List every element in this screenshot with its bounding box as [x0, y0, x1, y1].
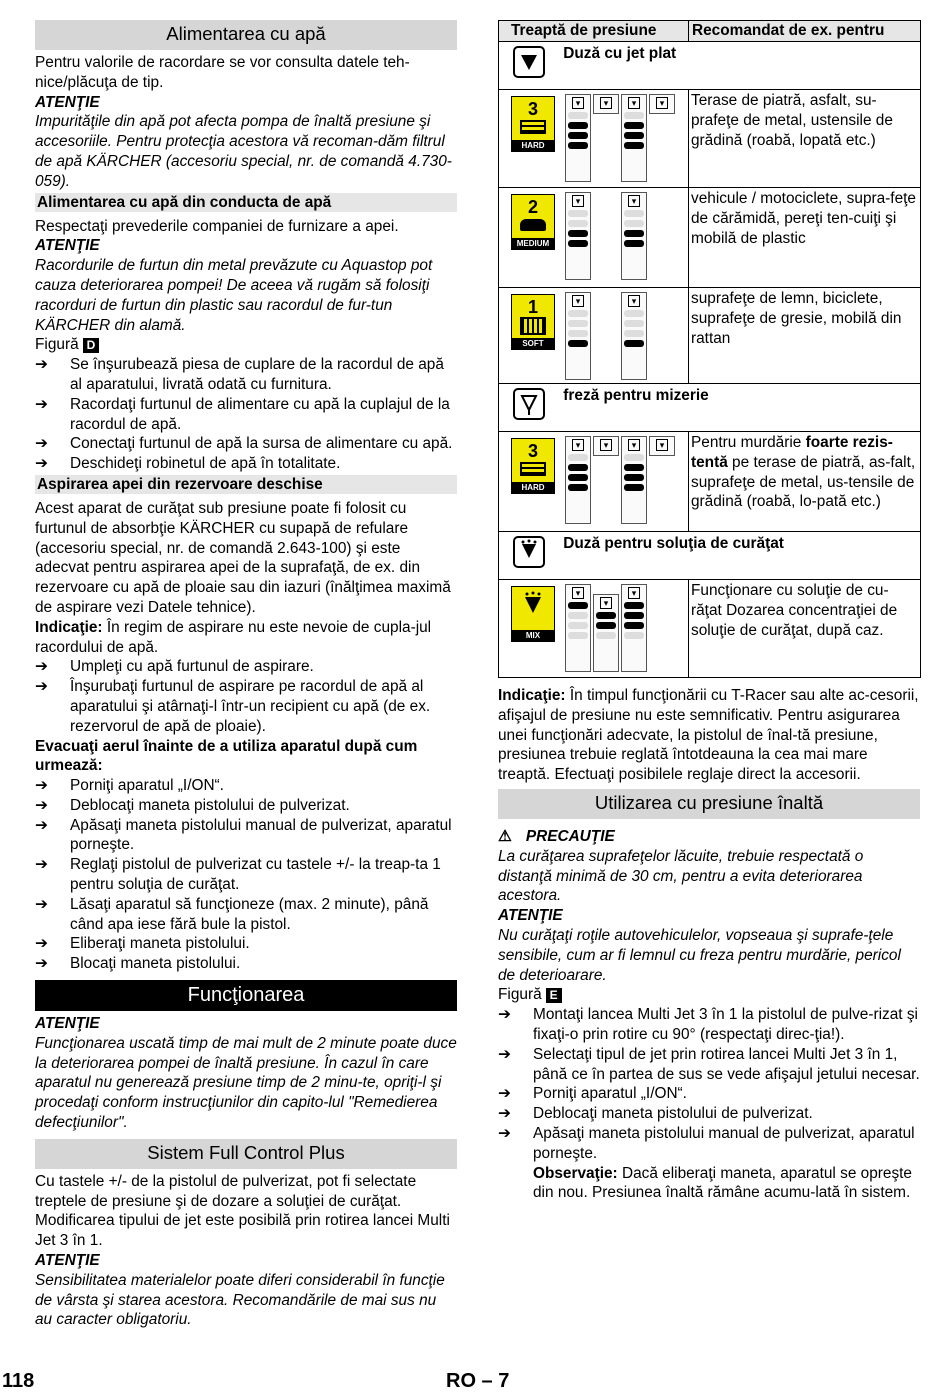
- heading-high-pressure: Utilizarea cu presiune înaltă: [498, 789, 920, 819]
- table-row: [499, 432, 921, 532]
- step-list: [35, 776, 457, 974]
- recommend-text: Pentru murdărie foarte rezis-tentă pe terase de piatră, as-falt, suprafeţe de metal, us-tensile de grădină (roabă, lo-pată etc.): [689, 432, 921, 532]
- table-row: [499, 188, 921, 288]
- recommend-text: Terase de piatră, asfalt, su-prafeţe de metal, ustensile de grădină (roabă, lopată etc.): [689, 90, 921, 188]
- recommend-text: suprafeţe de lemn, biciclete, suprafeţe de gresie, mobilă din rattan: [689, 288, 921, 384]
- list-item: ➔ Apăsaţi maneta pistolului manual de pulverizat, aparatul porneşte.: [498, 1124, 915, 1162]
- pressure-medium-icon: 2 MEDIUM: [511, 194, 555, 250]
- display-icon: ▾: [565, 584, 591, 672]
- table-row: [499, 384, 921, 432]
- arrow-icon: ➔: [498, 1045, 511, 1063]
- table-header-row: [499, 21, 921, 42]
- warning-text: Funcţionarea uscată timp de mai mult de 2 minute poate duce la deteriorarea pompei de înaltă presiune. În cazul în care aparatul nu generează presiune timp de 2 minu-te, opriţi-l şi procedaţi conform instrucţiunilor din capito-lul "Remedierea defecţiunilor".: [35, 1034, 457, 1132]
- section-code: RO – 7: [446, 1370, 510, 1392]
- heading-full-control: Sistem Full Control Plus: [35, 1139, 457, 1169]
- arrow-icon: ➔: [35, 356, 48, 374]
- paragraph: Acest aparat de curăţat sub presiune poate fi folosit cu furtunul de absorbţie KÄRCHER cu supapă de refulare (accesoriu special, nr. de comandă 2.643-100) şi este adecvat pentru aspirarea apei de la suprafaţă, de ex. din rezervoare cu apă de ploaie sau din iazuri (înălţimea maximă de aspirare vezi Datele tehnice).: [35, 499, 451, 616]
- display-icon: ▾: [593, 594, 619, 672]
- list-item: ➔ Selectaţi tipul de jet prin rotirea lancei Multi Jet 3 în 1, până ce în partea de sus se vede afişajul jetului necesar.: [498, 1045, 920, 1083]
- list-item: ➔ Deschideţi robinetul de apă în totalitate.: [35, 455, 341, 473]
- detergent-mix-icon: MIX: [511, 586, 555, 642]
- list-item: ➔ Înşurubaţi furtunul de aspirare pe racordul de apă al aparatului şi atârnaţi-l într-un recipient cu apă (de ex. rezervorul de apă de ploaie).: [35, 678, 431, 735]
- pressure-table: [498, 20, 921, 678]
- arrow-icon: ➔: [498, 1006, 511, 1024]
- table-row: [499, 580, 921, 678]
- pressure-soft-icon: 1 SOFT: [511, 294, 555, 350]
- recommend-text: vehicule / motociclete, supra-feţe de cărămidă, pereţi ten-cuiţi şi mobilă de plastic: [689, 188, 921, 288]
- figure-label: Figură: [498, 986, 542, 1004]
- arrow-icon: ➔: [35, 856, 48, 874]
- display-icon: ▾: [621, 94, 647, 182]
- arrow-icon: ➔: [35, 816, 48, 834]
- arrow-icon: ➔: [35, 935, 48, 953]
- step-list: [35, 355, 457, 474]
- warning-label: ATENŢIE: [35, 93, 100, 111]
- warning-triangle-icon: ⚠: [498, 827, 512, 845]
- observation: Observaţie: Dacă eliberaţi maneta, aparatul se opreşte din nou. Presiunea înaltă rămâne acumu-lată în sistem.: [533, 1164, 912, 1202]
- note: Indicaţie: În regim de aspirare nu este nevoie de cupla-jul racordului de apă.: [35, 618, 432, 656]
- paragraph: Cu tastele +/- de la pistolul de pulverizat, pot fi selectate treptele de presiune şi de dozare a soluţiei de curăţat. Modificarea tipului de jet este posibilă prin rotirea lancei Multi Jet 3 în 1.: [35, 1172, 450, 1250]
- figure-letter-badge: D: [83, 338, 100, 353]
- flat-jet-label: Duză cu jet plat: [563, 45, 677, 62]
- list-item: ➔ Se înşurubează piesa de cuplare de la racordul de apă al aparatului, livrată odată cu furnitura.: [35, 356, 444, 393]
- arrow-icon: ➔: [35, 435, 48, 453]
- list-item: ➔ Apăsaţi maneta pistolului manual de pulverizat, aparatul porneşte.: [35, 816, 452, 854]
- detergent-nozzle-icon: [513, 536, 545, 574]
- bleed-heading: Evacuaţi aerul înainte de a utiliza aparatul după cum urmează:: [35, 737, 418, 775]
- display-icon: ▾: [649, 94, 675, 114]
- warning-text: Impurităţile din apă pot afecta pompa de înaltă presiune şi accesoriile. Pentru protecţia acestora vă recoman-dăm filtrul de apă KÄRCHER (accesoriu special, nr. de comandă 4.730-059).: [35, 113, 452, 190]
- display-icon: ▾: [565, 436, 591, 524]
- list-item: ➔ Conectaţi furtunul de apă la sursa de alimentare cu apă.: [35, 435, 453, 453]
- detergent-label: Duză pentru soluţia de curăţat: [563, 535, 784, 552]
- display-icon: ▾: [621, 584, 647, 672]
- table-row: [499, 90, 921, 188]
- display-icon: ▾: [565, 292, 591, 380]
- list-item: ➔ Deblocaţi maneta pistolului de pulverizat.: [35, 796, 350, 814]
- step-list: [35, 657, 457, 736]
- step-list: [498, 1005, 920, 1203]
- warning-label: ATENŢIE: [35, 237, 100, 255]
- subheading-open-tanks: Aspirarea apei din rezervoare deschise: [35, 475, 457, 494]
- list-item: ➔ Deblocaţi maneta pistolului de pulverizat.: [498, 1105, 813, 1123]
- arrow-icon: ➔: [35, 455, 48, 473]
- list-item: ➔ Eliberaţi maneta pistolului.: [35, 935, 250, 953]
- table-row: [499, 288, 921, 384]
- list-item: ➔ Porniţi aparatul „I/ON“.: [498, 1085, 687, 1103]
- warning-label: ATENŢIE: [35, 1015, 100, 1033]
- display-icon: ▾: [593, 94, 619, 114]
- arrow-icon: ➔: [35, 395, 48, 413]
- arrow-icon: ➔: [35, 678, 48, 696]
- list-item: ➔ Reglaţi pistolul de pulverizat cu tastele +/- la treap-ta 1 pentru soluţia de curăţat.: [35, 856, 441, 894]
- arrow-icon: ➔: [498, 1085, 511, 1103]
- warning-text: Nu curăţaţi roţile autovehiculelor, vopseaua şi suprafe-ţele sensibile, cum ar fi lemnul cu freza pentru murdărie, pericol de deterioarare.: [498, 926, 901, 984]
- col-header-recommended: Recomandat de ex. pentru: [689, 21, 921, 42]
- arrow-icon: ➔: [35, 658, 48, 676]
- figure-ref: [498, 985, 920, 1005]
- heading-operation: Funcţionarea: [35, 980, 457, 1011]
- arrow-icon: ➔: [35, 777, 48, 795]
- paragraph: Respectaţi prevederile companiei de furnizare a apei.: [35, 217, 399, 235]
- warning-label: ATENŢIE: [498, 907, 563, 925]
- note: Indicaţie: În timpul funcţionării cu T-Racer sau alte ac-cesorii, afişajul de presiune nu este semnificativ. Pentru asigurarea unei funcţionări adecvate, la pistolul de înal-tă presiune, presiunea trebuie reglată întotdeauna la cea mai mare treaptă. Efectuaţi posibilele reglaje direct la accesorii.: [498, 687, 919, 784]
- caution-label: ⚠ PRECAUŢIE: [498, 827, 615, 845]
- flat-jet-nozzle-icon: [513, 46, 545, 84]
- warning-text: Racordurile de furtun din metal prevăzute cu Aquastop pot cauza deteriorarea pompei! De aceea vă rugăm să folosiţi racorduri de furtun din plastic sau racordul de fur-tun KÄRCHER din alamă.: [35, 257, 433, 334]
- display-icon: ▾: [621, 192, 647, 280]
- list-item: ➔ Porniţi aparatul „I/ON“.: [35, 777, 224, 795]
- page-number: 118: [2, 1370, 35, 1392]
- heading-water-supply: Alimentarea cu apă: [35, 20, 457, 50]
- figure-letter-badge: E: [546, 988, 562, 1003]
- col-header-pressure: Treaptă de presiune: [499, 21, 689, 42]
- pressure-hard-icon: 3 HARD: [511, 96, 555, 152]
- pressure-hard-icon: 3 HARD: [511, 438, 555, 494]
- arrow-icon: ➔: [498, 1124, 511, 1142]
- caution-text: La curăţarea suprafeţelor lăcuite, trebuie respectată o distanţă minimă de 30 cm, pentru a evita deteriorarea acestora.: [498, 847, 864, 905]
- recommend-text: Funcţionare cu soluţie de cu-răţat Dozarea concentraţiei de soluţie de curăţat, după caz.: [689, 580, 921, 678]
- arrow-icon: ➔: [35, 895, 48, 913]
- figure-label: Figură: [35, 336, 79, 354]
- warning-label: ATENŢIE: [35, 1252, 100, 1270]
- list-item: ➔ Montaţi lancea Multi Jet 3 în 1 la pistolul de pulve-rizat şi fixaţi-o prin rotire cu 90° (respectaţi direc-ţia!).: [498, 1006, 918, 1043]
- subheading-mains-water: Alimentarea cu apă din conducta de apă: [35, 193, 457, 212]
- left-column: [35, 20, 457, 1330]
- table-row: [499, 42, 921, 90]
- right-column: [498, 20, 920, 1203]
- list-item: ➔ Lăsaţi aparatul să funcţioneze (max. 2 minute), până când apa iese fără bule la pistol.: [35, 895, 429, 933]
- arrow-icon: ➔: [498, 1105, 511, 1123]
- display-icon: ▾: [621, 436, 647, 524]
- dirt-blaster-icon: [513, 388, 545, 426]
- list-item: ➔ Racordaţi furtunul de alimentare cu apă la cuplajul de la racordul de apă.: [35, 395, 450, 433]
- arrow-icon: ➔: [35, 955, 48, 973]
- display-icon: ▾: [649, 436, 675, 456]
- display-icon: ▾: [593, 436, 619, 456]
- arrow-icon: ➔: [35, 796, 48, 814]
- table-row: [499, 532, 921, 580]
- dirt-blaster-label: freză pentru mizerie: [563, 387, 709, 404]
- display-icon: ▾: [565, 192, 591, 280]
- display-icon: ▾: [565, 94, 591, 182]
- display-icon: ▾: [621, 292, 647, 380]
- warning-text: Sensibilitatea materialelor poate diferi considerabil în funcţie de vârsta şi starea acestora. Recomandările de mai sus nu au caracter obligatoriu.: [35, 1271, 445, 1329]
- paragraph: Pentru valorile de racordare se vor consulta datele teh-nice/plăcuţa de tip.: [35, 54, 410, 91]
- figure-ref: [35, 335, 457, 355]
- list-item: ➔ Blocaţi maneta pistolului.: [35, 955, 241, 973]
- list-item: ➔ Umpleţi cu apă furtunul de aspirare.: [35, 658, 314, 676]
